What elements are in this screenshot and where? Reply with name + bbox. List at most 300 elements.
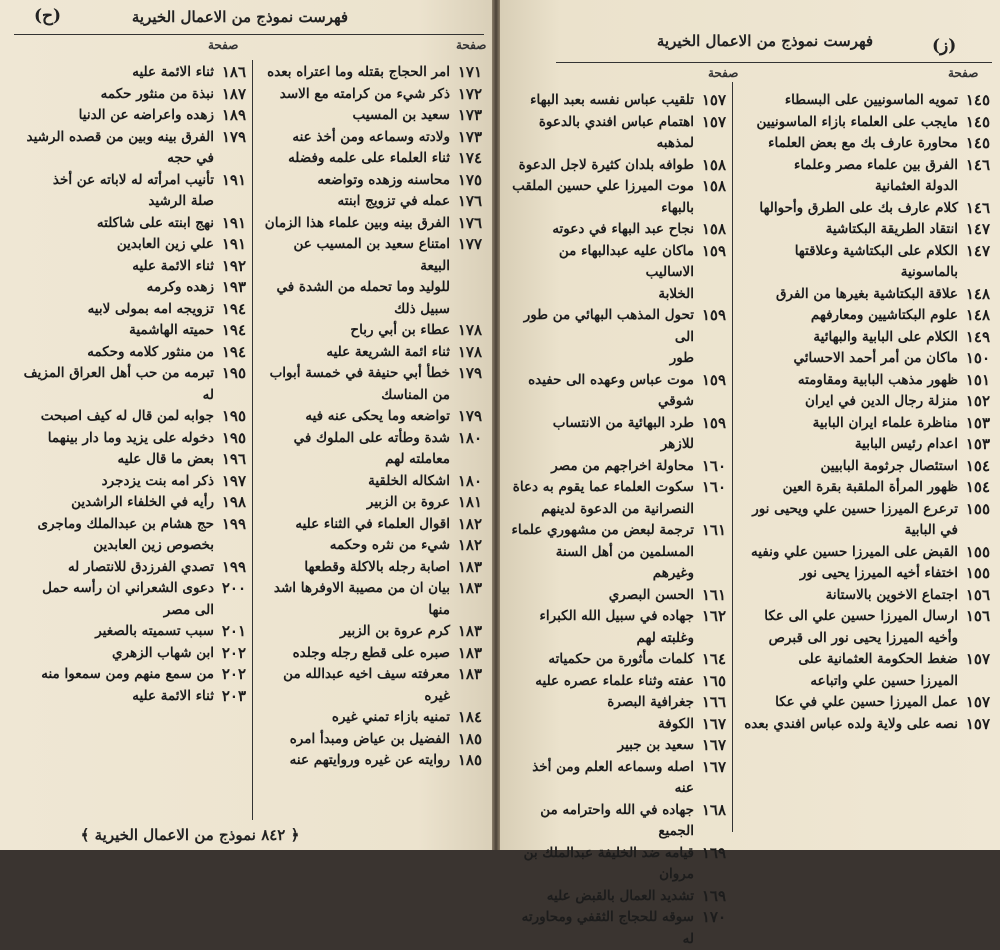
entry-title: من سمع منهم ومن سمعوا منه <box>41 666 214 682</box>
page-number: ١٦٢ <box>701 607 726 625</box>
right-page <box>500 0 1000 947</box>
page-number: ١٥٦ <box>965 607 990 625</box>
index-entry <box>8 170 246 192</box>
page-number: ٢٠٣ <box>221 686 246 705</box>
index-entry <box>510 585 726 607</box>
entry-title: ظهور المرأة الملقبة بقرة العين <box>782 479 958 495</box>
page-number: ١٧٨ <box>457 321 482 339</box>
entry-title: نصه على ولاية ولده عباس افندي بعده <box>744 715 958 732</box>
page-number: ١٩٥ <box>221 364 246 382</box>
page-number: ١٦١ <box>701 521 726 539</box>
index-entry <box>510 520 726 542</box>
index-entry <box>510 800 726 843</box>
entry-title: ثناء الائمة عليه <box>132 257 214 274</box>
index-entry <box>510 671 726 693</box>
index-entry <box>262 750 482 772</box>
entry-title: نهج ابنته على شاكلته <box>96 214 214 231</box>
right-column-divider <box>732 82 733 832</box>
entry-title: اجتماع الاخوين بالاستانة <box>825 586 958 603</box>
index-entry <box>738 370 990 392</box>
page-number: ١٥٨ <box>701 155 726 174</box>
page-number: ١٧٩ <box>221 127 246 146</box>
entry-title: الكلام على البابية والبهائية <box>813 328 958 345</box>
page-number: ١٩٩ <box>221 557 246 576</box>
index-entry <box>262 643 482 665</box>
right-outer-column <box>738 90 990 735</box>
index-entry <box>738 413 990 435</box>
index-entry <box>262 191 482 213</box>
index-entry <box>8 406 246 428</box>
index-entry <box>8 127 246 149</box>
entry-title: اهتمام عباس افندي بالدعوة لمذهبه <box>538 113 694 151</box>
index-entry <box>738 456 990 478</box>
index-entry <box>510 692 726 714</box>
entry-title: القبض على الميرزا حسين علي ونفيه <box>751 543 958 560</box>
entry-title: منزلة رجال الدين في ايران <box>804 393 958 409</box>
index-entry <box>738 219 990 241</box>
index-entry <box>8 62 246 84</box>
page-number: ١٤٧ <box>965 241 990 260</box>
entry-title: جهاده في سبيل الله الكبراء وغلبته لهم <box>539 608 694 646</box>
entry-title: ظهور مذهب البابية ومقاومته <box>797 371 958 388</box>
page-number: ١٥٣ <box>965 413 990 432</box>
page-number: ١٧١ <box>457 63 482 81</box>
page-number: ١٥٧ <box>965 714 990 733</box>
left-column-divider <box>252 60 253 820</box>
index-entry <box>510 456 726 478</box>
entry-continuation: في حجه <box>167 150 214 166</box>
entry-title: تمنيه بازاء تمني غيره <box>331 709 450 725</box>
index-entry <box>8 621 246 643</box>
page-number: ١٨٤ <box>457 708 482 726</box>
index-entry <box>510 112 726 155</box>
entry-title: روايته عن غيره وروايتهم عنه <box>289 752 450 768</box>
index-entry <box>510 155 726 177</box>
page-number: ١٥٥ <box>965 542 990 561</box>
page-number: ١٥٠ <box>965 349 990 367</box>
book-gutter <box>492 0 500 850</box>
page-number: ١٩٥ <box>221 428 246 447</box>
index-entry <box>8 449 246 471</box>
page-number: ١٨٣ <box>457 579 482 597</box>
right-page-mark: (ز) <box>932 36 957 56</box>
index-entry <box>8 514 246 536</box>
index-entry <box>738 112 990 134</box>
page-number: ١٦٥ <box>701 671 726 690</box>
entry-title: الفرق بين علماء مصر وعلماء <box>793 156 958 173</box>
page-number: ١٥٩ <box>701 413 726 432</box>
index-entry <box>8 664 246 686</box>
page-number: ١٧٨ <box>457 342 482 361</box>
entry-title: ذكر شيء من كرامته مع الاسد <box>279 85 450 102</box>
page-number: ١٦٧ <box>701 714 726 733</box>
page-number: ١٧٣ <box>457 106 482 124</box>
page-number: ١٤٥ <box>965 134 990 152</box>
page-number: ٢٠١ <box>221 622 246 640</box>
index-entry <box>262 492 482 514</box>
entry-title: من منثور كلامه وحكمه <box>87 343 214 360</box>
index-entry <box>510 757 726 800</box>
entry-title: ارسال الميرزا حسين علي الى عكا <box>764 608 958 624</box>
index-entry <box>8 234 246 256</box>
page-number: ١٦٨ <box>701 800 726 819</box>
entry-title: طرد البهائية من الانتساب <box>552 414 694 431</box>
entry-continuation: للوليد وما تحمله من الشدة في <box>276 279 450 295</box>
index-entry <box>262 148 482 170</box>
index-entry <box>8 578 246 600</box>
index-entry <box>510 176 726 198</box>
right-page-header <box>500 4 1000 56</box>
page-number: ١٩١ <box>221 170 246 189</box>
page-number: ١٩٩ <box>221 514 246 533</box>
entry-title: رأيه في الخلفاء الراشدين <box>71 494 214 510</box>
index-entry <box>738 348 990 370</box>
index-entry <box>8 643 246 665</box>
entry-title: صبره على قطع رجله وجلده <box>292 644 450 661</box>
page-number: ١٦٩ <box>701 886 726 905</box>
index-entry <box>510 886 726 908</box>
entry-title: علي زين العابدين <box>116 236 214 252</box>
entry-title: نبذة من منثور حكمه <box>100 85 214 102</box>
page-number: ١٨٠ <box>457 428 482 447</box>
page-number: ١٥٤ <box>965 456 990 475</box>
page-number: ١٥٧ <box>965 693 990 711</box>
entry-continuation: طور <box>669 350 694 366</box>
page-number: ١٩١ <box>221 213 246 232</box>
index-entry <box>510 606 726 649</box>
page-number: ١٤٦ <box>965 155 990 174</box>
entry-title: عروة بن الزبير <box>366 494 450 510</box>
index-entry <box>8 363 246 406</box>
page-number: ١٨٦ <box>221 63 246 81</box>
entry-title: الفضيل بن عياض ومبدأ امره <box>289 730 450 747</box>
entry-title: موت الميرزا علي حسين الملقب <box>512 178 694 194</box>
page-number: ١٦٠ <box>701 478 726 496</box>
index-entry <box>738 606 990 628</box>
page-number: ١٩٢ <box>221 256 246 275</box>
entry-title: اصله وسماعه العلم ومن أخذ عنه <box>532 758 694 796</box>
page-number: ١٧٩ <box>457 407 482 425</box>
index-entry <box>510 241 726 284</box>
entry-title: ترعرع الميرزا حسين علي ويحيى نور <box>752 500 958 517</box>
entry-title: كلام عارف بك على الطرق وأحوالها <box>759 199 958 216</box>
entry-title: سوقه للحجاج الثقفي ومحاورته له <box>521 909 694 947</box>
page-number: ١٨٢ <box>457 536 482 554</box>
entry-title: تمويه الماسونيين على البسطاء <box>784 92 958 108</box>
index-entry <box>738 198 990 220</box>
index-entry <box>510 907 726 950</box>
page-number: ١٩٧ <box>221 471 246 490</box>
entry-title: بعض ما قال عليه <box>117 451 214 467</box>
page-number: ١٩١ <box>221 235 246 253</box>
entry-title: علاقة البكتاشية بغيرها من الفرق <box>776 285 958 302</box>
left-header-rule <box>14 34 484 35</box>
page-number: ١٩٣ <box>221 278 246 296</box>
page-number: ١٧٧ <box>457 235 482 253</box>
entry-title: سعيد بن جبير <box>617 737 694 753</box>
entry-title: معرفته سيف اخيه عبدالله من غيره <box>283 666 450 704</box>
page-number: ١٥٩ <box>701 370 726 389</box>
entry-title: موت عباس وعهده الى حفيده شوقي <box>528 371 694 409</box>
entry-title: ابن شهاب الزهري <box>112 644 214 661</box>
page-number: ١٥٧ <box>701 91 726 109</box>
index-entry <box>8 342 246 364</box>
entry-title: اختفاء أخيه الميرزا يحيى نور <box>799 565 958 581</box>
index-entry <box>738 585 990 607</box>
entry-title: عمله في تزويج ابنته <box>337 193 450 209</box>
entry-title: شدة وطأته على الملوك في معاملته لهم <box>293 429 450 467</box>
page-number: ١٨٥ <box>457 751 482 769</box>
entry-title: تواضعه وما يحكى عنه فيه <box>305 408 450 424</box>
entry-title: دخوله على يزيد وما دار بينهما <box>47 429 214 446</box>
index-entry <box>738 714 990 736</box>
entry-title: تصدي الفرزدق للانتصار له <box>67 558 214 575</box>
entry-title: سكوت العلماء عما يقوم به دعاة <box>512 479 694 495</box>
page-number: ١٥٨ <box>701 220 726 238</box>
index-entry <box>738 155 990 177</box>
index-entry <box>262 557 482 579</box>
index-entry <box>262 363 482 385</box>
right-section-label-outer: صفحة <box>948 66 979 80</box>
page-number: ١٦٩ <box>701 843 726 862</box>
index-entry <box>510 477 726 499</box>
entry-title: حج هشام بن عبدالملك وماجرى <box>37 515 214 532</box>
index-entry <box>8 320 246 342</box>
page-number: ١٩٨ <box>221 493 246 511</box>
index-entry <box>262 664 482 707</box>
page-number: ١٨٩ <box>221 106 246 124</box>
page-number: ١٧٩ <box>457 364 482 382</box>
page-number: ١٥٦ <box>965 585 990 604</box>
index-entry <box>262 578 482 621</box>
entry-title: تشديد العمال بالقبض عليه <box>546 887 694 904</box>
page-number: ١٥٢ <box>965 392 990 410</box>
entry-continuation: الميرزا حسين علي واتباعه <box>810 672 958 689</box>
page-number: ١٤٥ <box>965 112 990 131</box>
index-entry <box>262 471 482 493</box>
entry-continuation: الى مصر <box>163 601 214 618</box>
index-entry <box>510 735 726 757</box>
index-entry <box>510 90 726 112</box>
index-entry <box>738 434 990 456</box>
left-page-title: فهرست نموذج من الاعمال الخيرية <box>131 8 349 26</box>
entry-title: سعيد بن المسيب <box>352 107 450 123</box>
page-number: ١٧٤ <box>457 149 482 167</box>
index-entry <box>738 692 990 714</box>
page-number: ١٧٦ <box>457 213 482 232</box>
entry-title: ماكان من أمر أحمد الاحسائي <box>793 350 958 366</box>
entry-title: تزويجه امه بمولى لابيه <box>87 300 214 317</box>
entry-title: تبرمه من حب أهل العراق المزيف له <box>23 365 214 403</box>
entry-title: الحسن البصري <box>608 586 694 603</box>
entry-title: اشكاله الخلقية <box>368 472 450 489</box>
entry-title: شيء من نثره وحكمه <box>329 537 450 553</box>
entry-title: ثناء العلماء على علمه وفضله <box>288 150 450 166</box>
page-number: ١٩٥ <box>221 407 246 425</box>
page-number: ١٨٣ <box>457 643 482 662</box>
entry-title: تأنيب امرأته له لاباته عن أخذ <box>52 171 214 188</box>
index-entry <box>262 514 482 536</box>
entry-title: ترجمة لبعض من مشهوري علماء <box>511 522 694 538</box>
index-entry <box>8 428 246 450</box>
page-number: ١٥٩ <box>701 241 726 260</box>
index-entry <box>738 241 990 263</box>
page-number: ١٤٨ <box>965 284 990 303</box>
index-entry <box>738 327 990 349</box>
entry-title: محاورة عارف بك مع بعض العلماء <box>768 135 958 151</box>
entry-title: انتقاد الطريقة البكتاشية <box>825 221 958 237</box>
page-number: ١٥٥ <box>965 564 990 582</box>
entry-title: محاسنه وزهده وتواضعه <box>317 171 450 188</box>
entry-title: نجاح عبد البهاء في دعوته <box>552 221 694 237</box>
index-entry <box>738 305 990 327</box>
entry-title: ثناء الائمة عليه <box>132 687 214 704</box>
entry-title: اصابة رجله بالاكلة وقطعها <box>304 558 450 575</box>
index-entry <box>510 219 726 241</box>
page-number: ١٤٨ <box>965 306 990 324</box>
index-entry <box>510 649 726 671</box>
index-entry <box>738 391 990 413</box>
left-section-label-inner: صفحة <box>456 38 487 52</box>
entry-title: زهده واعراضه عن الدنيا <box>78 107 214 123</box>
entry-continuation: من المناسك <box>381 386 450 403</box>
entry-title: تلقيب عباس نفسه بعبد البهاء <box>530 92 694 108</box>
index-entry <box>262 320 482 342</box>
page-number: ١٩٦ <box>221 450 246 468</box>
entry-title: دعوى الشعراني ان رأسه حمل <box>42 580 214 596</box>
entry-title: ضغط الحكومة العثمانية على <box>798 651 958 667</box>
entry-title: ولادته وسماعه ومن أخذ عنه <box>292 128 450 145</box>
index-entry <box>262 105 482 127</box>
index-entry <box>738 542 990 564</box>
index-entry <box>510 305 726 348</box>
index-entry <box>510 714 726 736</box>
index-entry <box>738 649 990 671</box>
entry-title: جغرافية البصرة <box>607 694 694 710</box>
page-number: ١٧٥ <box>457 170 482 189</box>
page-number: ١٥٩ <box>701 306 726 324</box>
entry-continuation: بالبهاء <box>661 199 694 216</box>
right-section-label-inner: صفحة <box>708 66 739 80</box>
entry-title: سبب تسميته بالصغير <box>95 623 214 639</box>
index-entry <box>510 413 726 435</box>
entry-title: الفرق بينه وبين من قصده الرشيد <box>26 128 214 145</box>
index-entry <box>8 492 246 514</box>
index-entry <box>262 127 482 149</box>
page-number: ١٦٧ <box>701 736 726 754</box>
entry-title: كرم عروة بن الزبير <box>339 623 450 639</box>
index-entry <box>262 62 482 84</box>
entry-title: علوم البكتاشيين ومعارفهم <box>810 307 958 323</box>
entry-continuation: بالماسونية <box>900 264 958 280</box>
entry-title: ذكر امه بنت يزدجرد <box>101 472 214 489</box>
entry-title: اعدام رئيس البابية <box>854 436 958 452</box>
page-number: ١٩٤ <box>221 321 246 339</box>
page-number: ١٦٠ <box>701 456 726 475</box>
page-number: ١٤٩ <box>965 327 990 346</box>
entry-title: حميته الهاشمية <box>129 322 214 338</box>
page-number: ١٧٣ <box>457 127 482 146</box>
page-number: ١٨٠ <box>457 471 482 490</box>
entry-title: ماكان عليه عبدالبهاء من الاساليب <box>558 242 694 280</box>
entry-continuation: بخصوص زين العابدين <box>93 537 214 553</box>
page-number: ١٦٤ <box>701 650 726 668</box>
left-page-footer: ﴿ ٨٤٢ نموذج من الاعمال الخيرية ﴾ <box>80 826 300 844</box>
index-entry <box>262 535 482 557</box>
index-entry <box>262 406 482 428</box>
entry-title: ثناء الائمة عليه <box>132 64 214 80</box>
entry-continuation: في البابية <box>904 522 958 538</box>
page-number: ٢٠٢ <box>221 665 246 683</box>
index-entry <box>262 234 482 277</box>
entry-title: خطأ أبي حنيفة في خمسة أبواب <box>269 365 450 381</box>
page-number: ١٧٦ <box>457 192 482 210</box>
page-number: ٢٠٠ <box>221 579 246 597</box>
entry-title: عطاء بن أبي رباح <box>350 322 450 338</box>
entry-title: مايجب على العلماء بازاء الماسونيين <box>756 113 958 130</box>
index-entry <box>262 213 482 235</box>
entry-title: مناظرة علماء ايران البابية <box>812 414 958 431</box>
page-number: ١٨٣ <box>457 665 482 683</box>
page-number: ١٥٥ <box>965 499 990 518</box>
left-page-mark: (ح) <box>34 6 62 26</box>
index-entry <box>262 707 482 729</box>
page-number: ١٨٣ <box>457 622 482 640</box>
entry-title: قيامه ضد الخليفة عبدالملك بن مروان <box>523 844 694 882</box>
entry-continuation: صلة الرشيد <box>148 193 214 209</box>
left-inner-column <box>262 62 482 772</box>
index-entry <box>738 563 990 585</box>
page-number: ١٤٧ <box>965 220 990 238</box>
entry-title: محاولة اخراجهم من مصر <box>551 457 694 474</box>
index-entry <box>8 277 246 299</box>
left-page <box>0 0 492 850</box>
right-page-title: فهرست نموذج من الاعمال الخيرية <box>656 32 874 50</box>
left-outer-column <box>8 62 246 707</box>
entry-continuation: الدولة العثمانية <box>875 178 958 194</box>
page-number: ١٥٤ <box>965 478 990 496</box>
entry-title: كلمات مأثورة من حكمياته <box>548 651 694 667</box>
index-entry <box>738 284 990 306</box>
index-entry <box>8 84 246 106</box>
page-number: ١٨٣ <box>457 557 482 576</box>
page-number: ١٥٣ <box>965 435 990 453</box>
page-number: ١٧٢ <box>457 84 482 103</box>
index-entry <box>738 477 990 499</box>
page-number: ١٨١ <box>457 493 482 511</box>
entry-title: زهده وكرمه <box>146 279 214 295</box>
entry-continuation: للازهر <box>660 436 694 452</box>
page-number: ١٨٥ <box>457 729 482 748</box>
entry-title: بيان ان من مصيبة الاوفرها اشد منها <box>273 580 450 618</box>
entry-continuation: النصرانية من الدعوة لدينهم <box>541 500 694 517</box>
index-entry <box>262 170 482 192</box>
entry-title: اقوال العلماء في الثناء عليه <box>295 515 450 532</box>
right-header-rule <box>556 62 992 63</box>
index-entry <box>262 729 482 751</box>
page-number: ١٥٧ <box>701 112 726 131</box>
entry-continuation: سبيل ذلك <box>394 300 450 317</box>
page-number: ١٦١ <box>701 585 726 604</box>
page-number: ١٩٤ <box>221 299 246 318</box>
entry-title: عمل الميرزا حسين علي في عكا <box>775 694 958 710</box>
page-number: ١٧٠ <box>701 908 726 926</box>
index-entry <box>8 105 246 127</box>
entry-title: تحول المذهب البهائي من طور الى <box>523 307 694 345</box>
entry-title: امتناع سعيد بن المسيب عن البيعة <box>293 236 450 274</box>
entry-continuation: الخلابة <box>658 285 694 302</box>
page-number: ١٥٨ <box>701 177 726 195</box>
